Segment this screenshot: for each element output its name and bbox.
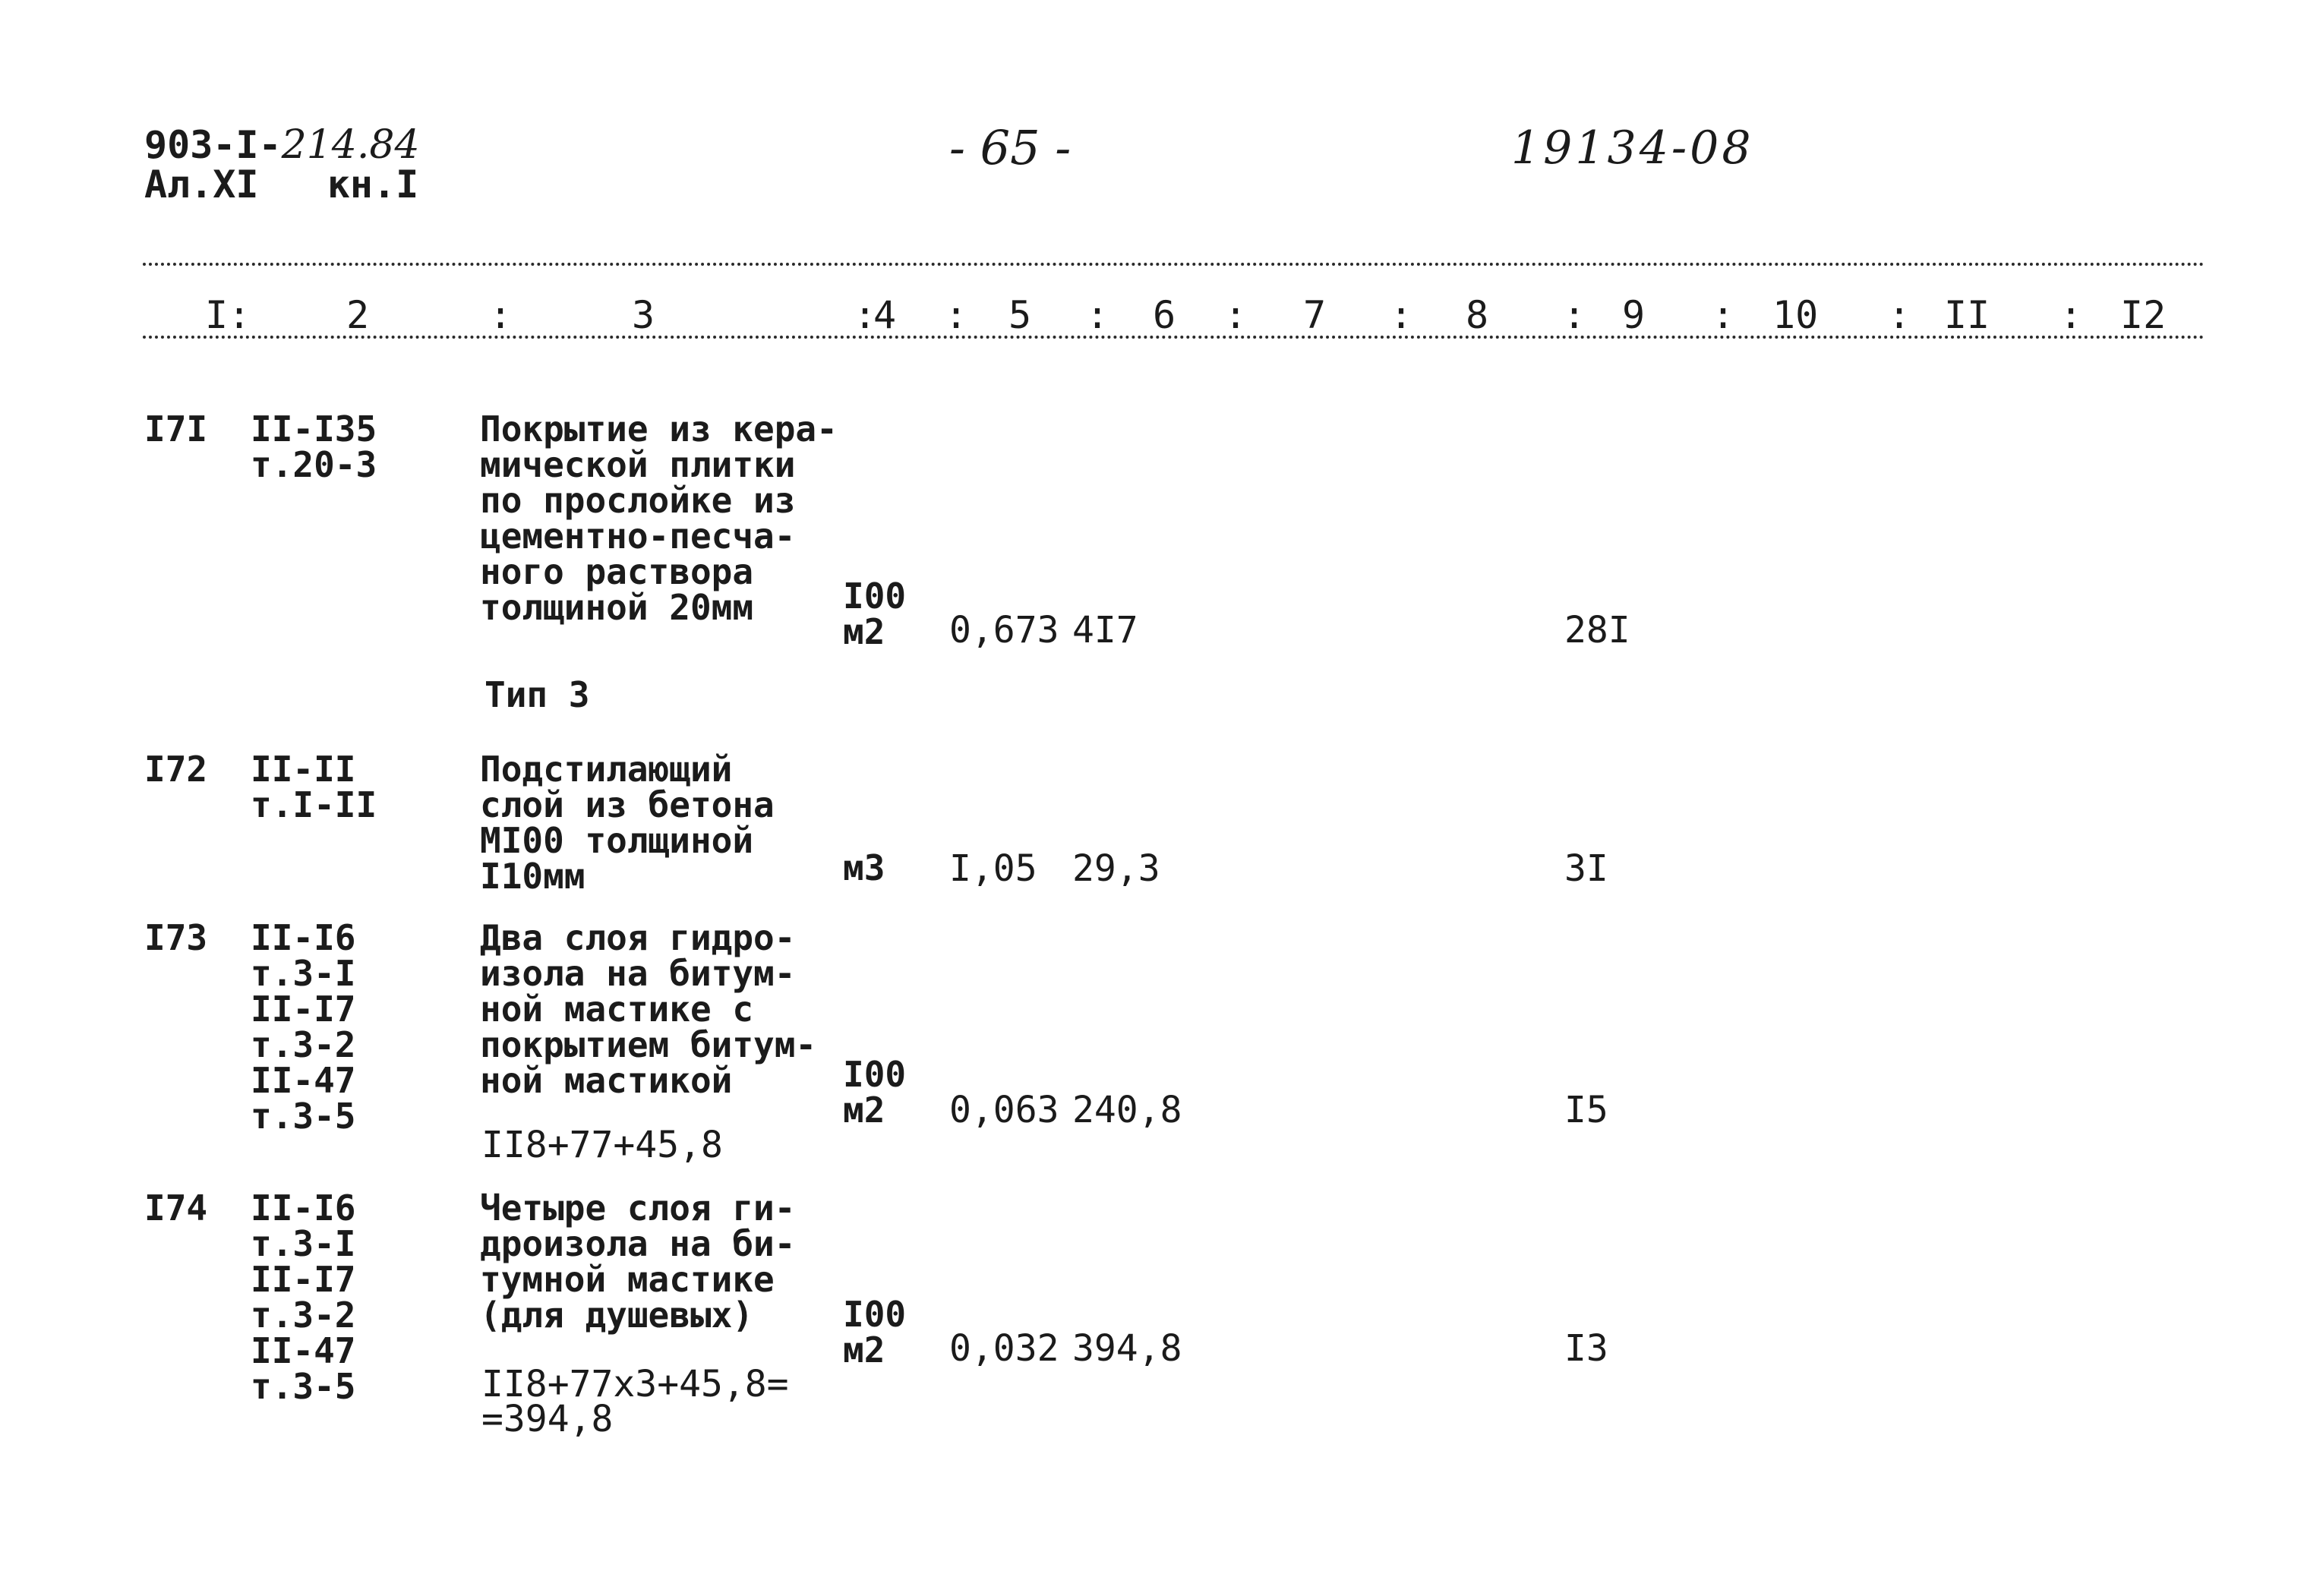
column-number: 6 (1153, 293, 1176, 337)
row-price: 4I7 (1072, 609, 1138, 651)
row-total: I3 (1564, 1327, 1608, 1370)
row-unit: I00 м2 (843, 1054, 907, 1131)
row-unit: I00 м2 (843, 1294, 907, 1370)
row-id: I72 (144, 749, 208, 790)
row-price: 240,8 (1072, 1089, 1182, 1131)
document-subline: Ал.XI кн.I (144, 162, 419, 207)
column-separator: : (228, 293, 251, 337)
column-number: I (205, 293, 229, 337)
column-number: II (1944, 293, 1990, 337)
row-note: Тип 3 (484, 674, 590, 715)
row-id: I73 (144, 917, 208, 958)
column-separator: : (1390, 293, 1413, 337)
row-quantity: 0,032 (949, 1327, 1059, 1370)
row-description: Два слоя гидро- изола на битум- ной мастике с покрытием битум- ной мастикой (480, 917, 817, 1101)
row-unit: I00 м2 (843, 576, 907, 652)
column-number: 8 (1466, 293, 1489, 337)
document-number: 19134-08 (1511, 121, 1754, 175)
page-number: - 65 - (949, 120, 1072, 175)
row-id: I7I (144, 408, 208, 449)
table-top-rule (143, 263, 2205, 266)
row-description: Подстилающий слой из бетона МI00 толщиной I10мм (480, 749, 775, 897)
column-separator: : (2059, 293, 2083, 337)
row-total: 3I (1564, 847, 1608, 890)
row-description: Четыре слоя ги- дроизола на би- тумной мастике (для душевых) (480, 1188, 796, 1336)
row-note: II8+77+45,8 (481, 1124, 723, 1166)
column-number: 4 (873, 293, 897, 337)
column-separator: : (1563, 293, 1586, 337)
document-code (144, 122, 420, 168)
column-number: 5 (1008, 293, 1032, 337)
column-number: 9 (1622, 293, 1646, 337)
column-number: 3 (632, 293, 655, 337)
document-code-prefix: 903-I- (144, 123, 282, 167)
column-separator: : (945, 293, 968, 337)
column-number: 10 (1772, 293, 1819, 337)
column-separator: : (854, 293, 877, 337)
column-separator: : (1224, 293, 1248, 337)
column-separator: : (489, 293, 513, 337)
row-quantity: 0,673 (949, 609, 1059, 651)
column-separator: : (1712, 293, 1735, 337)
column-separator: : (1888, 293, 1911, 337)
column-separator: : (1086, 293, 1109, 337)
row-quantity: I,05 (949, 847, 1037, 890)
row-refs: II-I6 т.3-I II-I7 т.3-2 II-47 т.3-5 (251, 1188, 356, 1407)
document-code-handwritten: 214.84 (281, 122, 420, 168)
row-id: I74 (144, 1188, 208, 1229)
column-number: 7 (1303, 293, 1327, 337)
row-refs: II-I35 т.20-3 (251, 408, 377, 485)
row-refs: II-II т.I-II (251, 749, 377, 825)
column-number: 2 (346, 293, 370, 337)
row-unit: м3 (843, 847, 885, 888)
row-note: II8+77х3+45,8= =394,8 (481, 1363, 789, 1440)
row-quantity: 0,063 (949, 1089, 1059, 1131)
row-total: I5 (1564, 1089, 1608, 1131)
column-number: I2 (2120, 293, 2167, 337)
row-price: 394,8 (1072, 1327, 1182, 1370)
row-refs: II-I6 т.3-I II-I7 т.3-2 II-47 т.3-5 (251, 917, 356, 1137)
row-description: Покрытие из кера- мической плитки по прослойке из цементно-песча- ного раствора толщиной 20мм (480, 408, 838, 628)
row-price: 29,3 (1072, 847, 1160, 890)
row-total: 28I (1564, 609, 1630, 651)
